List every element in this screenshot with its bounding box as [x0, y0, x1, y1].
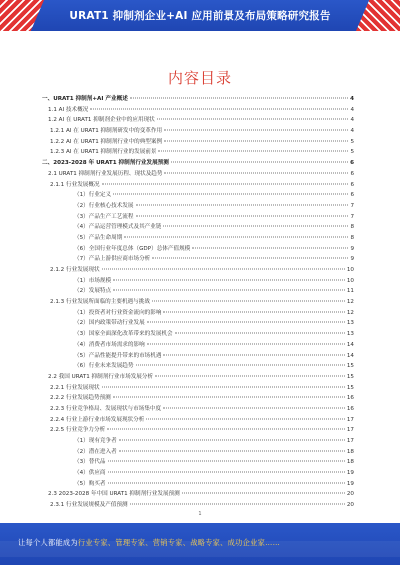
toc-entry-page: 12	[346, 309, 354, 316]
toc-leader-dots	[152, 258, 348, 259]
toc-entry-page: 11	[346, 288, 354, 295]
toc-leader-dots	[146, 418, 345, 419]
toc-entry-label: （2）行业核心技术发展	[74, 202, 134, 209]
toc-leader-dots	[164, 140, 348, 141]
header-banner	[0, 0, 400, 31]
toc-entry[interactable]	[28, 190, 354, 201]
toc-entry[interactable]	[28, 436, 354, 447]
toc-entry-label: 1.2.2 AI 在 URAT1 抑制剂行业中的典型案例	[50, 138, 163, 145]
toc-entry-label: （2）发展特点	[74, 288, 112, 295]
toc-leader-dots	[119, 440, 345, 441]
toc-entry-label: 2.3 2023-2028 年中国 URAT1 抑制剂行业发展预测	[48, 491, 180, 498]
toc-leader-dots	[108, 472, 345, 473]
toc-leader-dots	[107, 429, 345, 430]
toc-entry-label: 2.2.2 行业发展趋势预测	[50, 395, 111, 402]
footer-banner	[0, 523, 400, 565]
toc-entry-page: 4	[350, 96, 354, 102]
toc-entry-label: 2.3.1 行业发展规模及产值预测	[50, 502, 128, 509]
toc-leader-dots	[102, 183, 349, 184]
toc-entry-label: 2.1.1 行业发展概况	[50, 181, 100, 188]
toc-entry[interactable]	[28, 265, 354, 276]
toc-entry-label: （1）现有竞争者	[74, 438, 117, 444]
toc-leader-dots	[147, 343, 345, 344]
toc-entry-page: 15	[346, 384, 354, 391]
toc-entry[interactable]	[28, 212, 354, 223]
toc-leader-dots	[113, 290, 345, 291]
toc-entry-page: 13	[346, 320, 354, 327]
toc-entry-label: （3）产品生产工艺流程	[74, 213, 134, 220]
toc-entry[interactable]	[28, 468, 354, 479]
toc-entry[interactable]	[28, 415, 354, 426]
toc-leader-dots	[90, 108, 348, 109]
toc-entry-page: 7	[350, 202, 354, 209]
toc-entry[interactable]	[28, 489, 354, 500]
toc-entry-page: 13	[346, 331, 354, 338]
toc-entry-page: 10	[346, 267, 354, 273]
toc-entry-label: （4）产品运营管理模式及其产业链	[74, 224, 162, 231]
toc-leader-dots	[119, 450, 345, 451]
toc-entry-page: 6	[350, 192, 354, 199]
toc-entry[interactable]	[28, 361, 354, 372]
toc-entry-label: 2.1.2 行业发展现状	[50, 267, 100, 273]
toc-leader-dots	[113, 279, 345, 280]
toc-entry[interactable]	[28, 94, 354, 105]
toc-entry-page: 17	[346, 427, 354, 434]
toc-entry-page: 9	[350, 256, 354, 263]
toc-entry-page: 18	[346, 448, 354, 455]
toc-entry[interactable]	[28, 383, 354, 394]
toc-entry-page: 20	[346, 502, 354, 509]
toc-entry[interactable]	[28, 457, 354, 468]
toc-entry[interactable]	[28, 201, 354, 212]
toc-entry-page: 5	[350, 138, 354, 145]
toc-entry-page: 14	[346, 352, 354, 359]
toc-entry-page: 4	[350, 128, 354, 135]
toc-heading: 内容目录	[167, 69, 232, 87]
toc-entry-page: 6	[350, 170, 354, 177]
toc-leader-dots	[163, 407, 345, 408]
toc-entry-page: 16	[346, 405, 354, 412]
toc-entry[interactable]	[28, 447, 354, 458]
toc-leader-dots	[164, 130, 348, 131]
toc-leader-dots	[147, 322, 345, 323]
toc-entry[interactable]	[28, 169, 354, 180]
toc-entry-label: 1.2.1 AI 在 URAT1 抑制剂研发中的变革作用	[50, 128, 163, 135]
toc-entry[interactable]	[28, 286, 354, 297]
toc-leader-dots	[102, 269, 345, 270]
toc-entry-page: 4	[350, 117, 354, 124]
toc-entry-page: 10	[346, 277, 354, 284]
toc-entry-label: 2.2 我国 URAT1 抑制剂行业市场发展分析	[48, 373, 154, 380]
toc-entry-page: 5	[350, 149, 354, 156]
toc-entry[interactable]	[28, 137, 354, 148]
toc-entry-label: 2.1 URAT1 抑制剂行业发展历程、现状及趋势	[48, 170, 163, 177]
toc-leader-dots	[124, 236, 348, 237]
toc-leader-dots	[136, 204, 349, 205]
toc-entry-page: 6	[350, 181, 354, 188]
toc-entry-label: （5）购买者	[74, 480, 106, 487]
toc-leader-dots	[108, 461, 345, 462]
toc-entry-label: （6）全国行业年度总体（GDP）总体产值规模	[74, 245, 191, 252]
toc-leader-dots	[136, 215, 349, 216]
toc-entry-label: （4）消费者市场需求的影响	[74, 341, 145, 348]
toc-leader-dots	[157, 119, 349, 120]
toc-entry-label: （4）供应商	[74, 470, 106, 477]
toc-entry-page: 14	[346, 341, 354, 348]
footer-roles: 行业专家、管理专家、营销专家、战略专家、成功企业家……	[77, 538, 281, 547]
table-of-contents	[28, 94, 354, 511]
toc-leader-dots	[152, 301, 345, 302]
toc-entry[interactable]	[28, 126, 354, 137]
toc-leader-dots	[192, 247, 348, 248]
toc-entry-label: 2.2.5 行业竞争力分析	[50, 427, 106, 434]
toc-entry-label: 2.2.4 行业上游行业市场发展现状分析	[50, 416, 145, 423]
toc-leader-dots	[182, 493, 345, 494]
toc-entry-label: （3）替代品	[74, 459, 106, 466]
toc-entry-page: 12	[346, 299, 354, 306]
toc-entry-label: 1.2 AI 在 URAT1 抑制剂企业中的应用现状	[48, 117, 155, 124]
toc-leader-dots	[113, 194, 348, 195]
toc-entry[interactable]	[28, 351, 354, 362]
toc-entry[interactable]	[28, 180, 354, 191]
toc-leader-dots	[155, 375, 345, 376]
toc-entry[interactable]	[28, 105, 354, 116]
toc-leader-dots	[163, 354, 344, 355]
toc-entry[interactable]	[28, 372, 354, 383]
toc-leader-dots	[102, 386, 345, 387]
toc-entry[interactable]	[28, 425, 354, 436]
toc-entry-label: （1）投资者对行业资金流向的影响	[74, 309, 162, 316]
toc-entry-label: （2）潜在进入者	[74, 448, 117, 455]
toc-leader-dots	[108, 482, 345, 483]
toc-entry[interactable]	[28, 158, 354, 169]
toc-entry-page: 15	[346, 373, 354, 380]
toc-leader-dots	[163, 311, 344, 312]
toc-entry-page: 19	[346, 470, 354, 477]
toc-entry-page: 8	[350, 234, 354, 241]
toc-entry-page: 9	[350, 245, 354, 252]
toc-entry-page: 20	[346, 491, 354, 498]
toc-entry-label: （5）产品性能提升带来的市场机遇	[74, 352, 162, 359]
toc-entry[interactable]	[28, 297, 354, 308]
toc-entry-label: 2.1.3 行业发展所面临的主要机遇与挑战	[50, 299, 150, 306]
toc-entry[interactable]	[28, 308, 354, 319]
toc-entry-page: 8	[350, 224, 354, 231]
toc-leader-dots	[164, 172, 348, 173]
toc-entry-label: （1）行业定义	[74, 192, 112, 199]
toc-entry[interactable]	[28, 244, 354, 255]
toc-entry-label: 1.1 AI 技术概况	[48, 106, 89, 113]
toc-leader-dots	[130, 504, 345, 505]
toc-leader-dots	[171, 162, 348, 163]
toc-leader-dots	[175, 333, 345, 334]
toc-entry[interactable]	[28, 329, 354, 340]
toc-entry-page: 16	[346, 395, 354, 402]
toc-entry[interactable]	[28, 479, 354, 490]
page-number: 1	[198, 511, 202, 517]
toc-entry-page: 17	[346, 438, 354, 444]
toc-entry-page: 6	[350, 160, 354, 167]
toc-leader-dots	[136, 365, 345, 366]
toc-entry-label: （1）市场规模	[74, 277, 112, 284]
toc-entry-label: （7）产品上游供应商市场分析	[74, 256, 151, 263]
toc-entry-label: 一、URAT1 抑制剂+AI 产业概述	[42, 96, 128, 102]
toc-entry-page: 7	[350, 213, 354, 220]
footer-lead: 让每个人都能成为	[18, 538, 78, 547]
toc-leader-dots	[163, 226, 348, 227]
toc-entry[interactable]	[28, 115, 354, 126]
footer-slogan	[18, 538, 280, 548]
toc-entry[interactable]	[28, 276, 354, 287]
toc-entry[interactable]	[28, 254, 354, 265]
toc-entry-page: 19	[346, 480, 354, 487]
toc-entry[interactable]	[28, 222, 354, 233]
toc-entry-page: 18	[346, 459, 354, 466]
toc-entry[interactable]	[28, 500, 354, 511]
toc-entry-page: 17	[346, 416, 354, 423]
toc-entry-label: 二、2023-2028 年 URAT1 抑制剂行业发展预测	[42, 160, 169, 167]
toc-entry[interactable]	[28, 393, 354, 404]
toc-entry-page: 15	[346, 363, 354, 370]
toc-leader-dots	[158, 151, 348, 152]
toc-entry-label: （5）产品生命周期	[74, 234, 123, 241]
toc-entry[interactable]	[28, 340, 354, 351]
toc-entry-label: 2.2.1 行业发展现状	[50, 384, 100, 391]
toc-entry[interactable]	[28, 233, 354, 244]
toc-entry-label: （6）行业未来发展趋势	[74, 363, 134, 370]
toc-entry-label: 1.2.3 AI 在 URAT1 抑制剂行业的发展前景	[50, 149, 157, 156]
toc-entry-label: （2）国内政策带动行业发展	[74, 320, 145, 327]
toc-entry[interactable]	[28, 404, 354, 415]
report-title: URAT1 抑制剂企业+AI 应用前景及布局策略研究报告	[69, 10, 331, 22]
toc-entry[interactable]	[28, 147, 354, 158]
toc-entry-label: （3）国家全面深化改革带来的发展机会	[74, 331, 173, 338]
toc-entry-page: 4	[350, 106, 354, 113]
toc-entry[interactable]	[28, 318, 354, 329]
toc-entry-label: 2.2.3 行业竞争格局、发展现状与市场集中度	[50, 405, 162, 412]
toc-leader-dots	[113, 397, 345, 398]
toc-leader-dots	[130, 98, 348, 99]
